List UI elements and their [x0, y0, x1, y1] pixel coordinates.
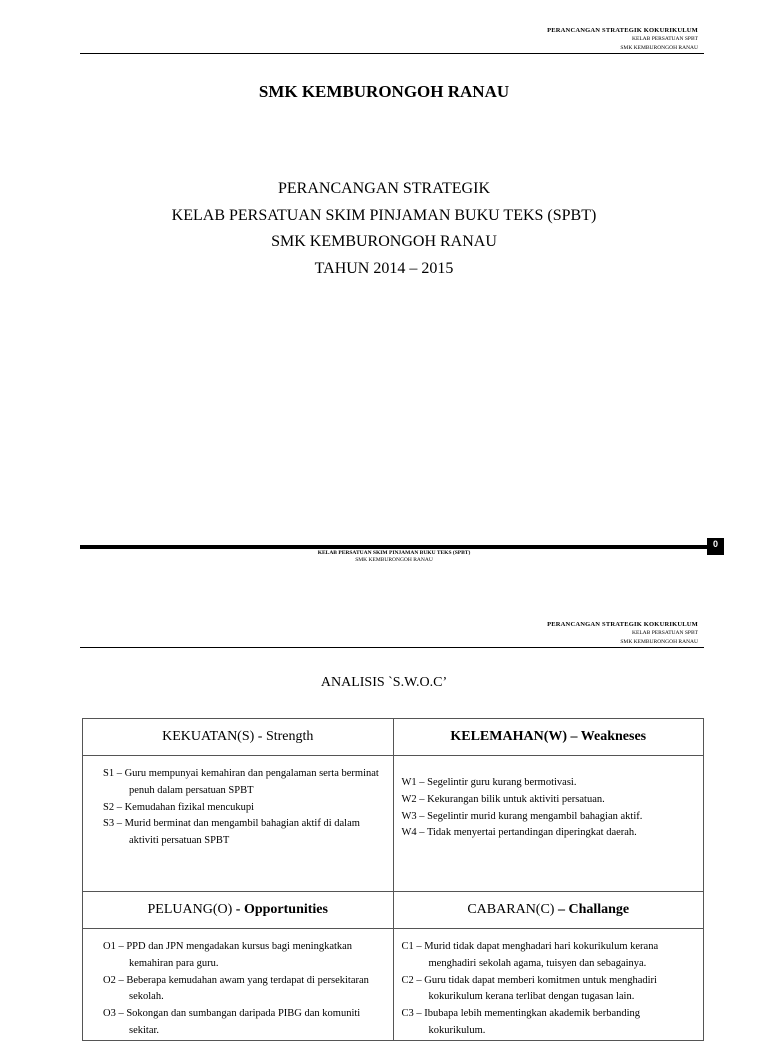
list-item: W3 – Segelintir murid kurang mengambil bahagian aktif.	[401, 810, 643, 822]
strength-cell	[83, 756, 394, 892]
list-item: O1 – PPD dan JPN mengadakan kursus bagi meningkatkan kemahiran para guru.	[103, 941, 353, 969]
header-line3: SMK KEMBURONGOH RANAU	[620, 45, 698, 51]
school-name: SMK KEMBURONGOH RANAU	[258, 82, 510, 101]
weakness-cell	[393, 756, 704, 892]
opportunity-heading-cell	[83, 892, 394, 929]
plan-title-line: SMK KEMBURONGOH RANAU	[271, 233, 497, 250]
plan-title-block	[0, 176, 768, 282]
list-item: O3 – Sokongan dan sumbangan daripada PIBG dan komuniti sekitar.	[103, 1008, 361, 1036]
swoc-table	[82, 718, 704, 1041]
challenge-heading-suffix: – Challange	[554, 902, 630, 917]
weakness-list	[394, 775, 704, 891]
list-item: S1 – Guru mempunyai kemahiran dan pengalaman serta berminat penuh dalam persatuan SPBT	[103, 768, 379, 796]
strength-list	[83, 766, 393, 882]
list-item: C2 – Guru tidak dapat memberi komitmen untuk menghadiri kokurikulum kerana terlibat dengan tugasan lain.	[401, 974, 657, 1003]
list-item: W4 – Tidak menyertai pertandingan diperingkat daerah.	[401, 827, 637, 839]
opportunity-heading-suffix: - Opportunities	[232, 902, 328, 917]
list-item: C3 – Ibubapa lebih mementingkan akademik berbanding kokurikulum.	[401, 1008, 641, 1036]
page-number: 0	[707, 538, 724, 555]
strength-heading-suffix: - Strength	[254, 729, 314, 744]
strength-heading	[83, 719, 393, 755]
plan-title-line: TAHUN 2014 – 2015	[314, 259, 454, 277]
weakness-heading-label: KELEMAHAN(W)	[450, 729, 568, 744]
list-item: S3 – Murid berminat dan mengambil bahagian aktif di dalam aktiviti persatuan SPBT	[103, 818, 360, 847]
list-item: W1 – Segelintir guru kurang bermotivasi.	[401, 777, 577, 788]
strength-heading-cell	[83, 719, 394, 756]
header-divider	[80, 53, 704, 54]
weakness-heading-cell	[393, 719, 704, 756]
page2-header	[547, 620, 698, 647]
swoc-title: ANALISIS `S.W.O.C’	[320, 675, 448, 690]
header-line2: KELAB PERSATUAN SPBT	[631, 630, 698, 636]
header-divider	[80, 647, 704, 648]
page1-header	[547, 26, 698, 53]
header-line2: KELAB PERSATUAN SPBT	[631, 36, 698, 42]
list-item: W2 – Kekurangan bilik untuk aktiviti persatuan.	[401, 793, 605, 805]
opportunity-list	[83, 939, 393, 1040]
challenge-list	[394, 939, 704, 1040]
opportunity-heading-label: PELUANG(O)	[147, 902, 233, 917]
challenge-heading-label: CABARAN(C)	[467, 902, 555, 917]
strength-heading-label: KEKUATAN(S)	[162, 729, 255, 744]
weakness-heading-suffix: – Weakneses	[567, 729, 647, 744]
footer-line1: KELAB PERSATUAN SKIM PINJAMAN BUKU TEKS (SPBT)	[317, 550, 471, 556]
weakness-heading	[394, 719, 704, 755]
header-title: PERANCANGAN STRATEGIK KOKURIKULUM	[547, 27, 698, 34]
list-item: S2 – Kemudahan fizikal mencukupi	[103, 801, 255, 813]
list-item: C1 – Murid tidak dapat menghadari hari kokurikulum kerana menghadiri sekolah agama, tuisyen dan sebagainya.	[401, 941, 659, 969]
header-title: PERANCANGAN STRATEGIK KOKURIKULUM	[547, 621, 698, 628]
list-item: O2 – Beberapa kemudahan awam yang terdapat di persekitaran sekolah.	[103, 974, 369, 1003]
header-line3: SMK KEMBURONGOH RANAU	[620, 639, 698, 645]
footer-line2: SMK KEMBURONGOH RANAU	[355, 557, 433, 563]
opportunity-heading	[83, 892, 393, 928]
plan-title-line: KELAB PERSATUAN SKIM PINJAMAN BUKU TEKS (SPBT)	[171, 206, 597, 224]
page1-footer	[80, 550, 708, 564]
challenge-heading	[394, 892, 704, 928]
footer-bar	[80, 545, 708, 549]
plan-title-line: PERANCANGAN STRATEGIK	[277, 180, 490, 197]
challenge-heading-cell	[393, 892, 704, 929]
